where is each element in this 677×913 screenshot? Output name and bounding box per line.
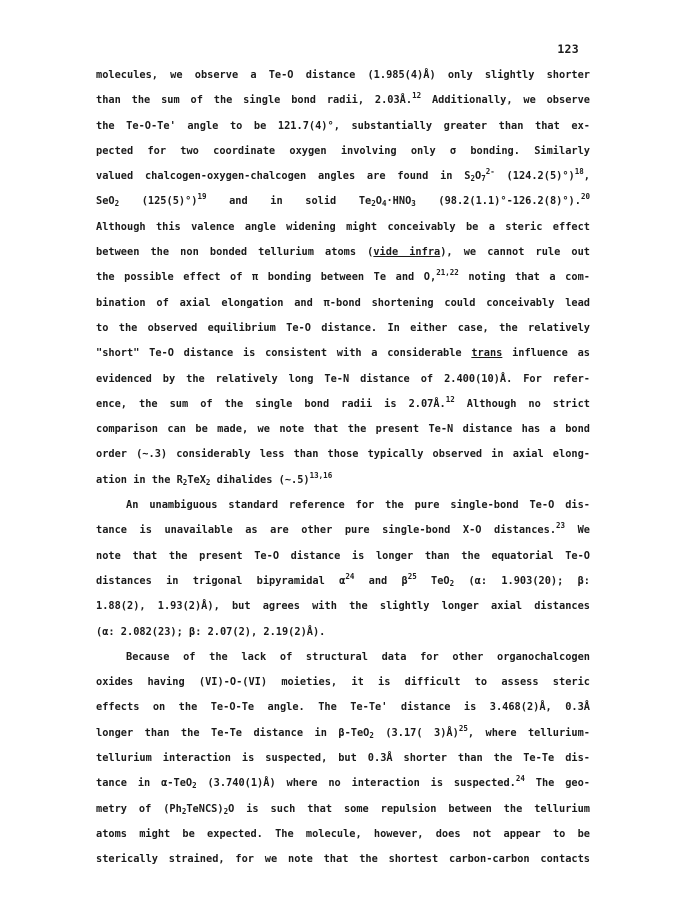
text-line: sterically strained, for we note that the shortest carbon-carbon contacts <box>96 853 590 866</box>
text-line: distances in trigonal bipyramidal $\alpha^{24}$ and $\beta^{25}$ TeO$_2$ (α: 1.903(20); β: <box>96 571 590 588</box>
text-line: metry of $(Ph_2TeNCS)_2O$ is such that some repulsion between the tellurium <box>96 802 590 816</box>
text-line: comparison can be made, we note that the present Te-N distance has a bond <box>96 423 590 436</box>
text-line: "short" Te-O distance is consistent with a considerable trans influence as <box>96 347 590 360</box>
text-line: ence, the sum of the single bond radii is 2.07Å.$^{12}$ Although no strict <box>96 394 590 410</box>
text-line: to the observed equilibrium Te-O distance. In either case, the relatively <box>96 321 590 334</box>
text-line: tance in α-TeO$_2$ (3.740(1)Å) where no interaction is suspected.$^{24}$ The geo- <box>96 774 590 791</box>
text-line: order (~.3) considerably less than those typically observed in axial elong- <box>96 448 590 461</box>
text-line: An unambiguous standard reference for the pure single-bond Te-O dis- <box>126 499 590 512</box>
text-line: bination of axial elongation and π-bond shortening could conceivably lead <box>96 296 590 309</box>
page-number: 123 <box>557 42 579 56</box>
text-line: between the non bonded tellurium atoms (vide infra), we cannot rule out <box>96 246 590 259</box>
text-line: the Te-O-Te' angle to be 121.7(4)°, substantially greater than that ex- <box>96 119 590 132</box>
text-line: atoms might be expected. The molecule, however, does not appear to be <box>96 827 590 840</box>
text-line: 1.88(2), 1.93(2)Å), but agrees with the slightly longer axial distances <box>96 600 590 613</box>
text-line: effects on the Te-O-Te angle. The Te-Te' distance is 3.468(2)Å, 0.3Å <box>96 701 590 714</box>
text-line: tellurium interaction is suspected, but 0.3Å shorter than the Te-Te dis- <box>96 752 590 765</box>
italic-emphasis: vide infra <box>373 246 441 259</box>
text-line: than the sum of the single bond radii, 2.03Å.$^{12}$ Additionally, we observe <box>96 91 591 107</box>
text-line: ation in the $R_2TeX_2$ dihalides (~.5)$^{13,16}$ <box>96 470 333 487</box>
text-line: longer than the Te-Te distance in β-TeO$_2$ (3.17( 3)Å)$^{25}$, where tellurium- <box>96 723 590 740</box>
text-line: tance is unavailable as are other pure single-bond X-O distances.$^{23}$ We <box>96 521 591 537</box>
body-text <box>96 63 590 873</box>
text-line: pected for two coordinate oxygen involving only σ bonding. Similarly <box>96 144 590 157</box>
text-line: Although this valence angle widening might conceivably be a steric effect <box>96 220 590 233</box>
text-line: (α: 2.082(23); β: 2.07(2), 2.19(2)Å). <box>96 625 326 638</box>
text-line: valued chalcogen-oxygen-chalcogen angles are found in $S_2O_7^{2-}$ $(124.2(5)^\circ)^{18}$, <box>96 167 590 184</box>
italic-emphasis: trans <box>471 347 503 360</box>
text-line: SeO$_2$ $(125(5)^\circ)^{19}$ and in solid $Te_2O_4\cdot HNO_3$ (98.2(1.1)°-126.2(8)°).$^{20}$ <box>96 192 590 209</box>
text-line: note that the present Te-O distance is longer than the equatorial Te-O <box>96 549 590 562</box>
text-line: the possible effect of π bonding between Te and O,$^{21,22}$ noting that a com- <box>96 268 590 284</box>
text-line: Because of the lack of structural data for other organochalcogen <box>126 650 590 663</box>
text-line: oxides having (VI)-O-(VI) moieties, it is difficult to assess steric <box>96 676 590 689</box>
text-line: molecules, we observe a Te-O distance (1.985(4)Å) only slightly shorter <box>96 69 590 81</box>
text-line: evidenced by the relatively long Te-N distance of 2.400(10)Å. For refer- <box>96 372 590 385</box>
